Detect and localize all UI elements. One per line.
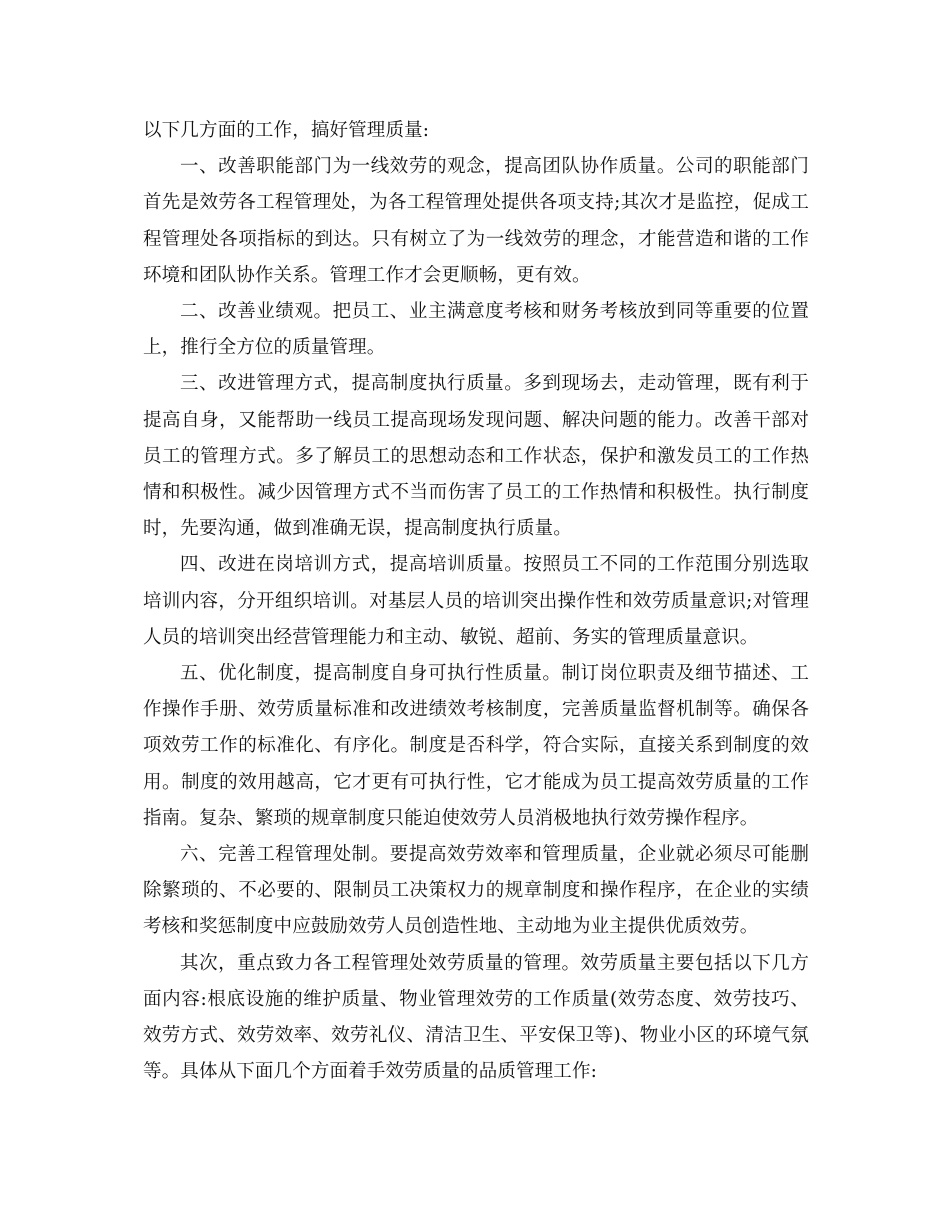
paragraph-item-1: 一、改善职能部门为一线效劳的观念，提高团队协作质量。公司的职能部门首先是效劳各工程管理处，为各工程管理处提供各项支持;其次才是监控，促成工程管理处各项指标的到达。只有树立了为一线效劳的理念，才能营造和谐的工作环境和团队协作关系。管理工作才会更顺畅，更有效。 [143, 156, 809, 286]
paragraph-secondly: 其次，重点致力各工程管理处效劳质量的管理。效劳质量主要包括以下几方面内容:根底设施的维护质量、物业管理效劳的工作质量(效劳态度、效劳技巧、效劳方式、效劳效率、效劳礼仪、清洁卫生、平安保卫等)、物业小区的环境气氛等。具体从下面几个方面着手效劳质量的品质管理工作: [143, 952, 809, 1083]
paragraph-item-3: 三、改进管理方式，提高制度执行质量。多到现场去，走动管理，既有利于提高自身，又能帮助一线员工提高现场发现问题、解决问题的能力。改善干部对员工的管理方式。多了解员工的思想动态和工作状态，保护和激发员工的工作热情和积极性。减少因管理方式不当而伤害了员工的工作热情和积极性。执行制度时，先要沟通，做到准确无误，提高制度执行质量。 [143, 373, 809, 540]
paragraph-item-2: 二、改善业绩观。把员工、业主满意度考核和财务考核放到同等重要的位置上，推行全方位的质量管理。 [143, 301, 809, 359]
paragraph-item-6: 六、完善工程管理处制。要提高效劳效率和管理质量，企业就必须尽可能删除繁琐的、不必要的、限制员工决策权力的规章制度和操作程序，在企业的实绩考核和奖惩制度中应鼓励效劳人员创造性地、主动地为业主提供优质效劳。 [143, 844, 809, 938]
paragraph-item-5: 五、优化制度，提高制度自身可执行性质量。制订岗位职责及细节描述、工作操作手册、效劳质量标准和改进绩效考核制度，完善质量监督机制等。确保各项效劳工作的标准化、有序化。制度是否科学，符合实际，直接关系到制度的效用。制度的效用越高，它才更有可执行性，它才能成为员工提高效劳质量的工作指南。复杂、繁琐的规章制度只能迫使效劳人员消极地执行效劳操作程序。 [143, 663, 809, 829]
paragraph-intro: 以下几方面的工作，搞好管理质量: [143, 120, 430, 141]
document-body [143, 113, 809, 1090]
paragraph-item-4: 四、改进在岗培训方式，提高培训质量。按照员工不同的工作范围分别选取培训内容，分开组织培训。对基层人员的培训突出操作性和效劳质量意识;对管理人员的培训突出经营管理能力和主动、敏锐、超前、务实的管理质量意识。 [143, 554, 809, 648]
